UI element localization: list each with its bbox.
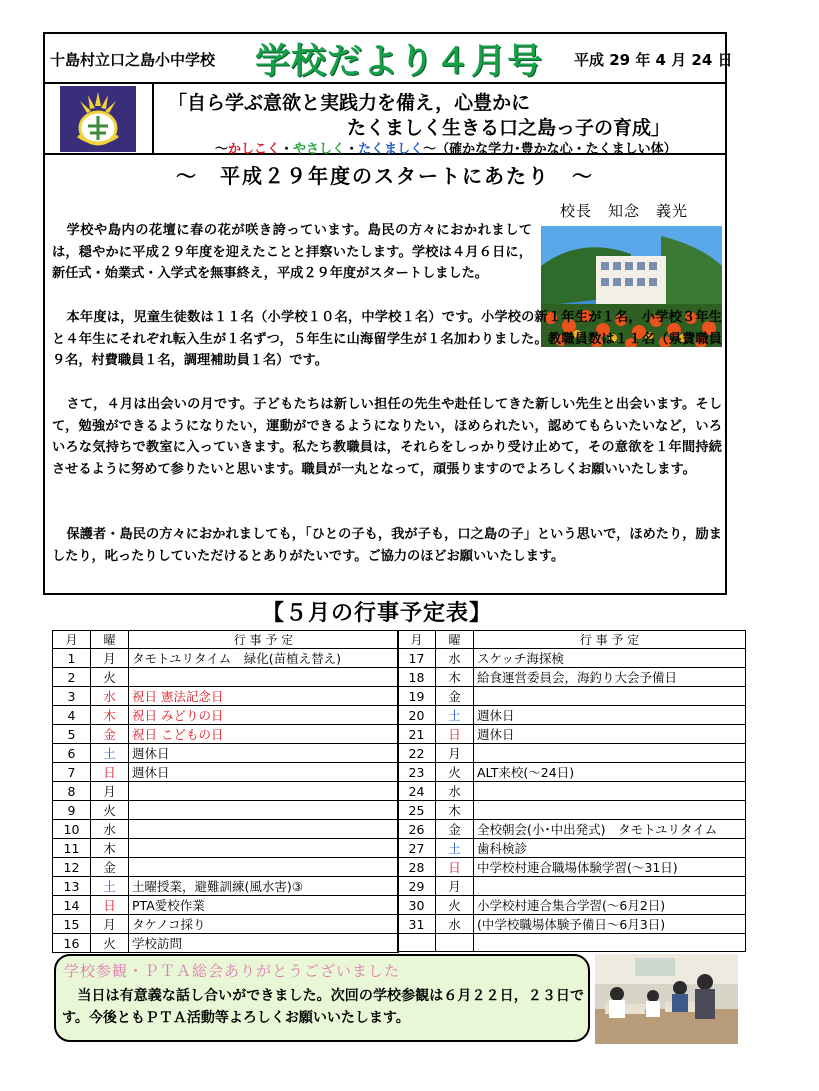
schedule-row (53, 763, 399, 782)
schedule-row (53, 934, 399, 953)
schedule-weekday: 金 (436, 687, 474, 706)
schedule-weekday: 水 (91, 820, 129, 839)
schedule-row (53, 782, 399, 801)
schedule-event (474, 782, 746, 801)
schedule-row (53, 687, 399, 706)
weekday-header: 曜 (91, 631, 129, 649)
schedule-weekday: 月 (91, 649, 129, 668)
article-paragraph-1: 学校や島内の花壇に春の花が咲き誇っています。島民の方々におかれましては，穏やかに平成２９年度を迎えたことと拝察いたします。学校は４月６日に，新任式・始業式・入学式を無事終え，平成２９年度がスタートしました。 (52, 223, 532, 282)
schedule-event: 学校訪問 (129, 934, 399, 953)
schedule-event: ALT来校(～24日) (474, 763, 746, 782)
schedule-weekday: 日 (91, 896, 129, 915)
article-paragraph-2: 本年度は，児童生徒数は１１名（小学校１０名，中学校１名）です。小学校の新１年生が１名，小学校３年生と４年生にそれぞれ転入生が１名ずつ，５年生に山海留学生が１名加わりました。教職員数は１１名（県費職員９名，村費職員１名，調理補助員１名）です。 (52, 310, 722, 369)
schedule-row (398, 687, 746, 706)
schedule-event: PTA愛校作業 (129, 896, 399, 915)
school-emblem-icon (60, 86, 136, 152)
schedule-weekday: 土 (91, 744, 129, 763)
schedule-row (53, 896, 399, 915)
schedule-date: 3 (53, 687, 91, 706)
schedule-weekday: 水 (436, 782, 474, 801)
schedule-row (53, 858, 399, 877)
schedule-weekday: 土 (436, 706, 474, 725)
schedule-event: (中学校職場体験予備日～6月3日) (474, 915, 746, 934)
schedule-event: 祝日 憲法記念日 (129, 687, 399, 706)
schedule-event: 小学校村連合集合学習(～6月2日) (474, 896, 746, 915)
schedule-date: 20 (398, 706, 436, 725)
schedule-event: 給食運営委員会，海釣り大会予備日 (474, 668, 746, 687)
schedule-row (398, 896, 746, 915)
schedule-date: 18 (398, 668, 436, 687)
schedule-date: 26 (398, 820, 436, 839)
notice-title: 学校参観・ＰＴＡ総会ありがとうございました (64, 962, 401, 980)
schedule-weekday: 月 (436, 744, 474, 763)
schedule-weekday: 木 (91, 706, 129, 725)
schedule-event: 週休日 (129, 763, 399, 782)
schedule-date: 9 (53, 801, 91, 820)
schedule-date: 4 (53, 706, 91, 725)
schedule-event (129, 839, 399, 858)
schedule-title: 【５月の行事予定表】 (262, 600, 493, 626)
schedule-event (474, 877, 746, 896)
schedule-event: タモトユリタイム 緑化(苗植え替え) (129, 649, 399, 668)
schedule-event (129, 820, 399, 839)
schedule-weekday: 月 (91, 782, 129, 801)
schedule-weekday: 火 (436, 896, 474, 915)
schedule-date: 14 (53, 896, 91, 915)
schedule-table-left (52, 630, 399, 953)
schedule-row (398, 782, 746, 801)
schedule-weekday: 火 (91, 668, 129, 687)
schedule-date: 21 (398, 725, 436, 744)
schedule-date: 12 (53, 858, 91, 877)
schedule-row (53, 725, 399, 744)
schedule-date: 19 (398, 687, 436, 706)
emblem-divider (152, 84, 154, 155)
schedule-row (53, 915, 399, 934)
event-header: 行 事 予 定 (474, 631, 746, 649)
schedule-weekday: 火 (91, 801, 129, 820)
schedule-row (53, 649, 399, 668)
schedule-row (398, 706, 746, 725)
classroom-photo (595, 954, 738, 1044)
schedule-date: 15 (53, 915, 91, 934)
newsletter-title: 学校だより４月号 (255, 42, 544, 82)
schedule-date: 7 (53, 763, 91, 782)
schedule-event: スケッチ海探検 (474, 649, 746, 668)
schedule-weekday: 金 (91, 858, 129, 877)
schedule-date: 23 (398, 763, 436, 782)
schedule-date (398, 934, 436, 952)
schedule-date: 17 (398, 649, 436, 668)
schedule-row (398, 649, 746, 668)
month-header: 月 (53, 631, 91, 649)
weekday-header: 曜 (436, 631, 474, 649)
schedule-event: 全校朝会(小･中出発式) タモトユリタイム (474, 820, 746, 839)
schedule-weekday: 金 (91, 725, 129, 744)
schedule-event (129, 668, 399, 687)
schedule-weekday: 水 (91, 687, 129, 706)
schedule-row (398, 915, 746, 934)
schedule-weekday: 土 (91, 877, 129, 896)
schedule-date: 22 (398, 744, 436, 763)
schedule-row (398, 934, 746, 952)
schedule-date: 31 (398, 915, 436, 934)
article-author: 校長 知念 義光 (560, 202, 689, 220)
schedule-row (398, 763, 746, 782)
schedule-event: 中学校村連合職場体験学習(～31日) (474, 858, 746, 877)
schedule-weekday: 火 (436, 763, 474, 782)
schedule-row (53, 820, 399, 839)
schedule-weekday: 金 (436, 820, 474, 839)
schedule-date: 11 (53, 839, 91, 858)
schedule-date: 29 (398, 877, 436, 896)
schedule-weekday: 日 (91, 763, 129, 782)
schedule-date: 25 (398, 801, 436, 820)
schedule-date: 5 (53, 725, 91, 744)
schedule-row (53, 744, 399, 763)
schedule-row (398, 668, 746, 687)
article-paragraph-4: 保護者・島民の方々におかれましても，「ひとの子も，我が子も，口之島の子」という思いで，ほめたり，励ましたり，叱ったりしていただけるとありがたいです。ご協力のほどお願いいたします。 (52, 527, 722, 564)
school-name: 十島村立口之島小中学校 (50, 51, 216, 69)
schedule-row (53, 801, 399, 820)
schedule-event (129, 801, 399, 820)
schedule-weekday: 日 (436, 858, 474, 877)
schedule-table-right (397, 630, 746, 952)
schedule-event: 週休日 (474, 706, 746, 725)
motto-subtitle: ～かしこく・やさしく・たくましく～（確かな学力･豊かな心・たくましい体） (215, 142, 677, 157)
schedule-date: 13 (53, 877, 91, 896)
schedule-row (398, 877, 746, 896)
schedule-date: 10 (53, 820, 91, 839)
article-paragraph-3: さて，４月は出会いの月です。子どもたちは新しい担任の先生や赴任してきた新しい先生と出会います。そして，勉強ができるようになりたい，運動ができるようになりたい，ほめられたい，認めてもらいたいなど，いろいろな気持ちで教室に入っていきます。私たち教職員は，それらをしっかり受け止めて，その意欲を１年間持続させるように努めて参りたいと思います。職員が一丸となって，頑張りますのでよろしくお願いいたします。 (52, 397, 722, 477)
schedule-event: 祝日 みどりの日 (129, 706, 399, 725)
schedule-event: タケノコ採り (129, 915, 399, 934)
schedule-date: 6 (53, 744, 91, 763)
schedule-date: 30 (398, 896, 436, 915)
month-header: 月 (398, 631, 436, 649)
schedule-event: 祝日 こどもの日 (129, 725, 399, 744)
schedule-row (53, 706, 399, 725)
schedule-event (129, 782, 399, 801)
schedule-date: 16 (53, 934, 91, 953)
schedule-event: 土曜授業，避難訓練(風水害)③ (129, 877, 399, 896)
motto-line-1: 「自ら学ぶ意欲と実践力を備え，心豊かに (168, 92, 531, 114)
schedule-weekday: 木 (91, 839, 129, 858)
schedule-row (398, 820, 746, 839)
schedule-weekday: 水 (436, 649, 474, 668)
schedule-event (474, 934, 746, 952)
schedule-event (129, 858, 399, 877)
schedule-row (398, 744, 746, 763)
schedule-row (398, 839, 746, 858)
schedule-weekday: 土 (436, 839, 474, 858)
schedule-weekday: 月 (436, 877, 474, 896)
schedule-date: 28 (398, 858, 436, 877)
schedule-row (53, 839, 399, 858)
event-header: 行 事 予 定 (129, 631, 399, 649)
schedule-date: 2 (53, 668, 91, 687)
schedule-event: 週休日 (129, 744, 399, 763)
schedule-row (398, 725, 746, 744)
schedule-weekday: 水 (436, 915, 474, 934)
schedule-weekday: 木 (436, 801, 474, 820)
motto-line-2: たくましく生きる口之島っ子の育成」 (347, 117, 671, 139)
schedule-weekday: 月 (91, 915, 129, 934)
schedule-weekday (436, 934, 474, 952)
schedule-event: 歯科検診 (474, 839, 746, 858)
schedule-event (474, 744, 746, 763)
schedule-row (53, 668, 399, 687)
article-title: ～ 平成２９年度のスタートにあたり ～ (176, 164, 594, 188)
schedule-date: 8 (53, 782, 91, 801)
schedule-weekday: 日 (436, 725, 474, 744)
schedule-date: 1 (53, 649, 91, 668)
issue-date: 平成 29 年 4 月 24 日 (574, 51, 733, 69)
schedule-date: 27 (398, 839, 436, 858)
schedule-date: 24 (398, 782, 436, 801)
schedule-weekday: 火 (91, 934, 129, 953)
schedule-row (398, 801, 746, 820)
schedule-event (474, 801, 746, 820)
notice-body: 当日は有意義な話し合いができました。次回の学校参観は６月２２日，２３日です。今後ともＰＴＡ活動等よろしくお願いいたします。 (62, 988, 584, 1026)
schedule-row (53, 877, 399, 896)
schedule-row (398, 858, 746, 877)
schedule-weekday: 木 (436, 668, 474, 687)
schedule-event: 週休日 (474, 725, 746, 744)
schedule-event (474, 687, 746, 706)
